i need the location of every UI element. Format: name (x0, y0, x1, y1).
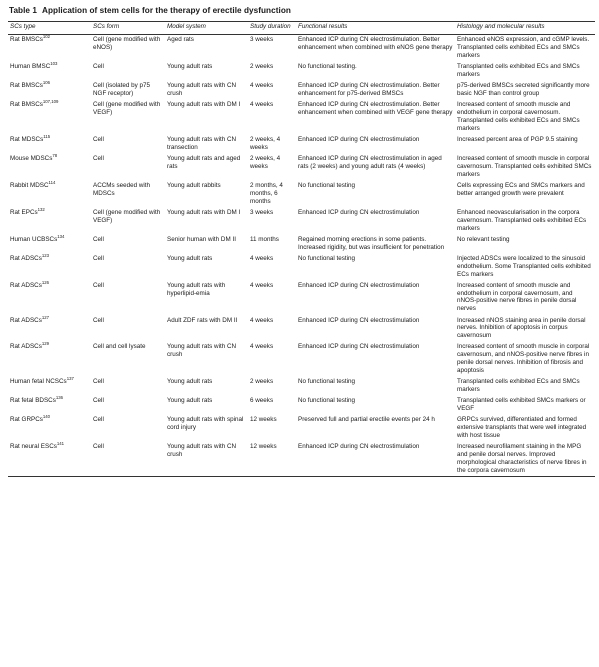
cell-model-system-text: Young adult rats (167, 378, 213, 386)
cell-scs-type (8, 442, 91, 477)
reference-superscript: 127 (41, 314, 50, 320)
cell-histology-results (455, 396, 595, 415)
cell-study-duration-text: 3 weeks (250, 36, 274, 44)
cell-histology-results-text: Increased content of smooth muscle and endothelium in corporal cavernosum. Transplanted cells exhibited ECs and SMCs markers (457, 101, 580, 132)
header-row (8, 22, 595, 35)
cell-study-duration-text: 4 weeks (250, 101, 274, 109)
table-row (8, 315, 595, 342)
cell-scs-form (91, 181, 165, 208)
cell-histology-results (455, 342, 595, 377)
cell-model-system (165, 135, 248, 154)
cell-histology-results-text: p75-derived BMSCs secreted significantly more basic NGF than control group (457, 82, 590, 98)
reference-superscript: 136 (55, 395, 64, 401)
cell-functional-results (296, 100, 455, 135)
cell-histology-results-text: Enhanced eNOS expression, and cGMP levels. Transplanted cells exhibited ECs and SMCs markers (457, 36, 590, 59)
cell-scs-type (8, 234, 91, 253)
cell-scs-form (91, 207, 165, 234)
cell-model-system-text: Young adult rats (167, 397, 213, 405)
table-row (8, 154, 595, 181)
cell-scs-type (8, 396, 91, 415)
cell-scs-type-text: Rat BMSCs (10, 82, 43, 90)
cell-histology-results (455, 62, 595, 81)
cell-scs-form (91, 34, 165, 61)
table-label: Table 1 (9, 6, 37, 15)
cell-study-duration (248, 396, 296, 415)
cell-model-system (165, 181, 248, 208)
cell-model-system-text: Young adult rats with spinal cord injury (167, 416, 244, 432)
cell-functional-results-text: No functional testing (298, 182, 356, 190)
table-row (8, 234, 595, 253)
cell-scs-type (8, 34, 91, 61)
table-row (8, 377, 595, 396)
cell-study-duration (248, 135, 296, 154)
cell-histology-results-text: Enhanced neovascularisation in the corpora cavernosum. Transplanted cells exhibited ECs markers (457, 208, 587, 232)
cell-scs-form (91, 315, 165, 342)
cell-histology-results-text: GRPCs survived, differentiated and formed extensive transplants that were well integrated with host tissue (457, 416, 587, 439)
reference-superscript: 126 (41, 279, 50, 285)
table-row (8, 100, 595, 135)
cell-functional-results-text: Enhanced ICP during CN electrostimulation. Better enhancement when combined with eNOS gene therapy (298, 36, 453, 52)
cell-scs-type (8, 207, 91, 234)
cell-scs-form-text: Cell (93, 254, 104, 262)
cell-study-duration-text: 4 weeks (250, 254, 274, 262)
cell-functional-results (296, 396, 455, 415)
cell-study-duration (248, 100, 296, 135)
cell-functional-results (296, 154, 455, 181)
cell-histology-results-text: Injected ADSCs were localized to the sinusoid endothelium. Some Transplanted cells exhibited ECs markers (457, 254, 591, 278)
cell-study-duration-text: 2 weeks (250, 378, 274, 386)
cell-study-duration (248, 62, 296, 81)
cell-scs-type (8, 253, 91, 280)
cell-scs-form (91, 234, 165, 253)
cell-functional-results-text: Enhanced ICP during CN electrostimulation (298, 281, 420, 289)
cell-functional-results-text: No functional testing (298, 378, 356, 386)
cell-study-duration-text: 6 weeks (250, 397, 274, 405)
cell-functional-results (296, 342, 455, 377)
cell-scs-type-text: Rat MDSCs (10, 136, 44, 144)
table-row (8, 181, 595, 208)
cell-histology-results-text: Increased content of smooth muscle in corporal cavernosum, and nNOS-positive nerve fibres in penile dorsal nerves. Inhibition of fibrosis and apoptosis (457, 343, 590, 374)
cell-study-duration-text: 12 weeks (250, 416, 277, 424)
cell-scs-type-text: Rat neural ESCs (10, 443, 57, 451)
cell-study-duration-text: 2 months, 4 months, 6 months (250, 182, 283, 205)
cell-functional-results (296, 377, 455, 396)
cell-histology-results (455, 234, 595, 253)
reference-superscript: 106 (42, 80, 51, 86)
reference-superscript: 137 (66, 375, 74, 381)
cell-scs-form (91, 342, 165, 377)
cell-study-duration (248, 207, 296, 234)
table-row (8, 342, 595, 377)
cell-model-system-text: Young adult rats with CN crush (167, 443, 237, 458)
table-row (8, 34, 595, 61)
cell-scs-form (91, 81, 165, 100)
cell-histology-results-text: Increased percent area of PGP 9.5 staining (457, 136, 578, 144)
table-caption (9, 6, 595, 15)
cell-study-duration (248, 377, 296, 396)
cell-scs-form-text: Cell (gene modified with VEGF) (93, 101, 161, 117)
cell-functional-results-text: Enhanced ICP during CN electrostimulation in aged rats (2 weeks) and young adult rats (4 weeks) (298, 155, 442, 170)
cell-model-system-text: Young adult rats with DM I (167, 101, 241, 109)
reference-superscript: 107,109 (42, 99, 59, 105)
cell-study-duration-text: 2 weeks (250, 63, 274, 71)
cell-model-system (165, 100, 248, 135)
cell-scs-form (91, 62, 165, 81)
cell-study-duration-text: 2 weeks, 4 weeks (250, 136, 281, 151)
cell-scs-form (91, 135, 165, 154)
cell-functional-results (296, 34, 455, 61)
cell-study-duration (248, 81, 296, 100)
cell-model-system (165, 207, 248, 234)
cell-scs-form-text: Cell (93, 397, 104, 405)
cell-model-system (165, 315, 248, 342)
cell-model-system-text: Senior human with DM II (167, 235, 236, 243)
cell-scs-type-text: Rat ADSCs (10, 343, 42, 351)
cell-histology-results-text: Increased content of smooth muscle in corporal cavernosum. Transplanted cells exhibited SMCs markers (457, 155, 592, 178)
reference-superscript: 102 (42, 34, 51, 40)
cell-functional-results (296, 62, 455, 81)
cell-histology-results (455, 377, 595, 396)
table-title: Application of stem cells for the therapy of erectile dysfunction (42, 6, 291, 15)
cell-functional-results (296, 442, 455, 477)
cell-histology-results (455, 154, 595, 181)
cell-scs-form-text: Cell (gene modified with VEGF) (93, 208, 161, 224)
cell-study-duration-text: 4 weeks (250, 281, 274, 289)
cell-scs-type-text: Rat BMSCs (10, 36, 43, 44)
cell-model-system-text: Young adult rats with CN crush (167, 82, 237, 98)
cell-functional-results (296, 207, 455, 234)
cell-study-duration-text: 4 weeks (250, 343, 274, 351)
cell-functional-results (296, 181, 455, 208)
cell-functional-results-text: Enhanced ICP during CN electrostimulation. Better enhancement when combined with VEGF gene therapy (298, 101, 453, 117)
cell-scs-type (8, 62, 91, 81)
cell-functional-results (296, 315, 455, 342)
cell-model-system (165, 34, 248, 61)
cell-functional-results (296, 415, 455, 442)
table-row (8, 415, 595, 442)
table-row (8, 62, 595, 81)
cell-scs-type-text: Rabbit MDSC (10, 182, 49, 190)
cell-model-system-text: Adult ZDF rats with DM II (167, 316, 238, 324)
table-header (8, 22, 595, 35)
cell-study-duration-text: 4 weeks (250, 316, 274, 324)
cell-study-duration-text: 4 weeks (250, 82, 274, 90)
cell-histology-results (455, 135, 595, 154)
cell-histology-results-text: Increased neurofilament staining in the MPG and penile dorsal nerves. Improved morphological characteristics of nerve fibres in the corpora cavernosum (457, 443, 587, 474)
cell-scs-form-text: Cell (93, 416, 104, 424)
cell-scs-form (91, 253, 165, 280)
reference-superscript: 134 (57, 233, 65, 239)
cell-functional-results (296, 234, 455, 253)
table-row (8, 396, 595, 415)
cell-histology-results (455, 415, 595, 442)
cell-histology-results (455, 280, 595, 315)
cell-study-duration-text: 3 weeks (250, 208, 274, 216)
cell-study-duration (248, 234, 296, 253)
cell-scs-type-text: Rat ADSCs (10, 254, 42, 262)
cell-scs-type (8, 342, 91, 377)
cell-histology-results (455, 315, 595, 342)
cell-functional-results (296, 135, 455, 154)
cell-scs-form-text: Cell (isolated by p75 NGF receptor) (93, 82, 151, 98)
cell-study-duration (248, 253, 296, 280)
cell-model-system-text: Young adult rats with CN crush (167, 343, 237, 359)
cell-scs-type-text: Rat ADSCs (10, 316, 42, 324)
cell-scs-type (8, 280, 91, 315)
cell-scs-form (91, 280, 165, 315)
cell-model-system (165, 442, 248, 477)
cell-functional-results-text: Preserved full and partial erectile events per 24 h (298, 416, 435, 424)
cell-scs-type-text: Human BMSC (10, 63, 51, 71)
header-scs-form: SCs form (91, 22, 165, 35)
cell-scs-type (8, 135, 91, 154)
cell-scs-type-text: Rat fetal BDSCs (10, 397, 56, 405)
cell-study-duration-text: 2 weeks, 4 weeks (250, 155, 281, 170)
cell-scs-type (8, 377, 91, 396)
cell-functional-results-text: Enhanced ICP during CN electrostimulation (298, 136, 420, 144)
cell-histology-results (455, 34, 595, 61)
table-row (8, 280, 595, 315)
cell-model-system (165, 342, 248, 377)
reference-superscript: 78 (52, 153, 58, 159)
reference-superscript: 115 (43, 133, 51, 139)
table-row (8, 135, 595, 154)
cell-scs-form-text: Cell (93, 443, 104, 451)
header-model-system: Model system (165, 22, 248, 35)
cell-histology-results-text: Increased nNOS staining area in penile dorsal nerves. Inhibition of apoptosis in corpus cavernosum (457, 316, 586, 340)
cell-histology-results-text: Cells expressing ECs and SMCs markers and better arranged growth were prevalent (457, 182, 585, 197)
cell-study-duration (248, 34, 296, 61)
cell-scs-form-text: Cell (93, 136, 104, 144)
cell-model-system (165, 415, 248, 442)
cell-study-duration-text: 11 months (250, 235, 279, 243)
cell-study-duration-text: 12 weeks (250, 443, 277, 451)
cell-model-system (165, 62, 248, 81)
cell-model-system (165, 81, 248, 100)
table-row (8, 253, 595, 280)
cell-study-duration (248, 415, 296, 442)
cell-scs-form (91, 415, 165, 442)
cell-model-system (165, 377, 248, 396)
cell-scs-type (8, 154, 91, 181)
table-row (8, 442, 595, 477)
cell-histology-results-text: Transplanted cells exhibited ECs and SMCs markers (457, 63, 580, 78)
cell-histology-results (455, 207, 595, 234)
cell-histology-results-text: Increased content of smooth muscle and endothelium in corporal cavernosum, and nNOS-positive nerve fibres in penile dorsal nerves (457, 281, 577, 313)
cell-functional-results-text: Enhanced ICP during CN electrostimulation (298, 208, 420, 216)
cell-study-duration (248, 280, 296, 315)
cell-scs-type (8, 181, 91, 208)
cell-functional-results (296, 280, 455, 315)
cell-scs-form-text: Cell (93, 155, 104, 163)
cell-model-system-text: Young adult rabbits (167, 182, 221, 190)
table-body (8, 34, 595, 477)
cell-study-duration (248, 154, 296, 181)
cell-scs-form (91, 100, 165, 135)
cell-study-duration (248, 342, 296, 377)
cell-scs-type (8, 100, 91, 135)
cell-scs-form-text: ACCMs seeded with MDSCs (93, 182, 151, 197)
header-histology-results: Histology and molecular results (455, 22, 595, 35)
cell-functional-results-text: Enhanced ICP during CN electrostimulation (298, 316, 420, 324)
header-scs-type: SCs type (8, 22, 91, 35)
cell-scs-form-text: Cell (93, 281, 104, 289)
header-functional-results: Functional results (296, 22, 455, 35)
cell-study-duration (248, 315, 296, 342)
cell-model-system (165, 253, 248, 280)
cell-scs-type-text: Rat GRPCs (10, 416, 43, 424)
cell-histology-results-text: Transplanted cells exhibited SMCs markers or VEGF (457, 397, 586, 412)
reference-superscript: 129 (41, 341, 50, 347)
reference-superscript: 114 (48, 179, 56, 185)
cell-model-system (165, 396, 248, 415)
cell-scs-type (8, 315, 91, 342)
cell-study-duration (248, 442, 296, 477)
reference-superscript: 140 (42, 414, 51, 420)
cell-functional-results (296, 253, 455, 280)
cell-model-system-text: Young adult rats (167, 254, 213, 262)
cell-scs-form (91, 377, 165, 396)
cell-histology-results (455, 181, 595, 208)
stem-cell-table (8, 21, 595, 477)
cell-model-system (165, 280, 248, 315)
cell-scs-type-text: Rat ADSCs (10, 281, 42, 289)
cell-scs-type-text: Human UCBSCs (10, 235, 58, 243)
cell-histology-results-text: No relevant testing (457, 235, 510, 243)
cell-functional-results-text: No functional testing (298, 397, 356, 405)
table-row (8, 207, 595, 234)
cell-model-system (165, 234, 248, 253)
cell-model-system-text: Young adult rats with CN transection (167, 136, 237, 151)
cell-histology-results-text: Transplanted cells exhibited ECs and SMCs markers (457, 378, 580, 393)
cell-functional-results-text: No functional testing (298, 254, 356, 262)
cell-model-system (165, 154, 248, 181)
cell-scs-form (91, 442, 165, 477)
cell-scs-form-text: Cell (93, 235, 104, 243)
cell-functional-results-text: Enhanced ICP during CN electrostimulation (298, 443, 420, 451)
cell-model-system-text: Aged rats (167, 36, 194, 44)
cell-scs-type-text: Mouse MDSCs (10, 155, 53, 163)
cell-scs-form-text: Cell (93, 63, 104, 71)
cell-scs-form (91, 154, 165, 181)
cell-histology-results (455, 253, 595, 280)
cell-functional-results-text: Enhanced ICP during CN electrostimulation (298, 343, 420, 351)
cell-scs-type (8, 81, 91, 100)
reference-superscript: 141 (56, 441, 65, 447)
cell-model-system-text: Young adult rats and aged rats (167, 155, 241, 170)
cell-scs-type (8, 415, 91, 442)
reference-superscript: 132 (37, 206, 45, 212)
header-study-duration: Study duration (248, 22, 296, 35)
cell-histology-results (455, 81, 595, 100)
cell-study-duration (248, 181, 296, 208)
cell-scs-form-text: Cell (gene modified with eNOS) (93, 36, 161, 52)
reference-superscript: 123 (41, 252, 50, 258)
cell-functional-results-text: Enhanced ICP during CN electrostimulation. Better enhancement for p75-derived BMSCs (298, 82, 440, 98)
cell-histology-results (455, 442, 595, 477)
reference-superscript: 103 (50, 61, 58, 67)
cell-model-system-text: Young adult rats with DM I (167, 208, 241, 216)
cell-functional-results-text: No functional testing. (298, 63, 357, 71)
cell-scs-type-text: Human fetal NCSCs (10, 378, 67, 386)
cell-functional-results (296, 81, 455, 100)
table-row (8, 81, 595, 100)
cell-scs-form-text: Cell (93, 316, 104, 324)
cell-scs-form-text: Cell and cell lysate (93, 343, 146, 351)
cell-model-system-text: Young adult rats with hyperlipid-emia (167, 281, 226, 297)
cell-scs-type-text: Rat EPCs (10, 208, 38, 216)
cell-model-system-text: Young adult rats (167, 63, 213, 71)
cell-histology-results (455, 100, 595, 135)
cell-scs-form-text: Cell (93, 378, 104, 386)
cell-scs-form (91, 396, 165, 415)
cell-functional-results-text: Regained morning erections in some patients. Increased rigidity, but was insufficient for penetration (298, 235, 445, 251)
cell-scs-type-text: Rat BMSCs (10, 101, 43, 109)
